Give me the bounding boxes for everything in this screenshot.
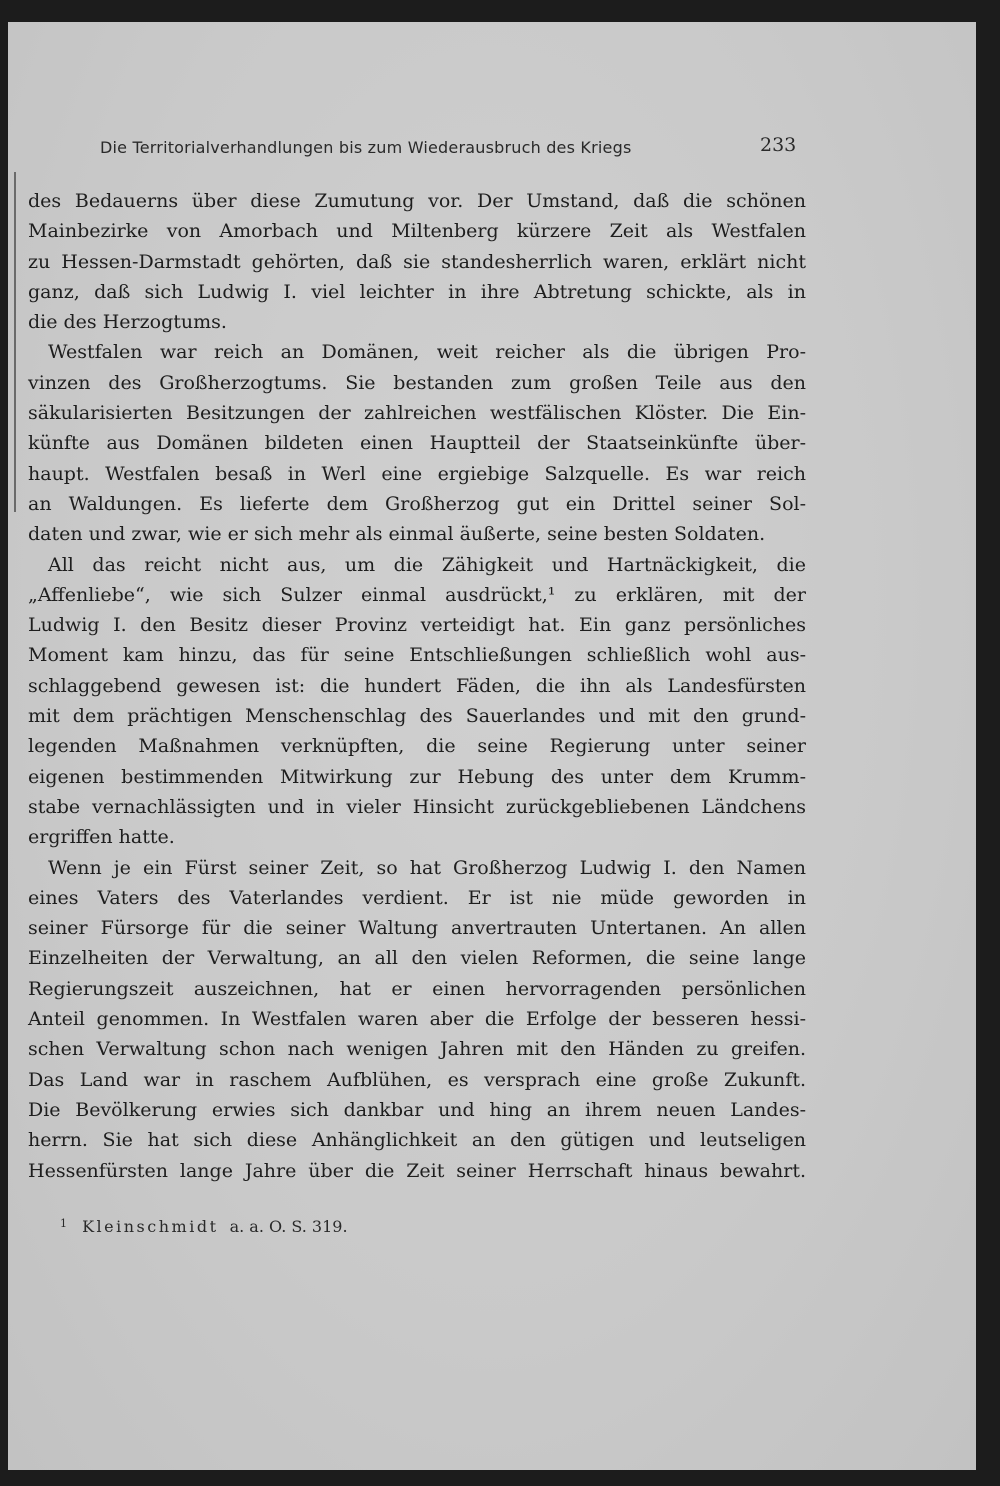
footnote-reference: a. a. O. S. 319. <box>229 1217 348 1236</box>
text-line: Ludwig I. den Besitz dieser Provinz verteidigt hat. Ein ganz persönliches <box>28 614 806 637</box>
footnote-marker: 1 <box>60 1217 67 1230</box>
text-line: des Bedauerns über diese Zumutung vor. Der Umstand, daß die schönen <box>28 190 806 212</box>
text-line: zu Hessen-Darmstadt gehörten, daß sie standesherrlich waren, erklärt nicht <box>28 250 806 273</box>
text-line: vinzen des Großherzogtums. Sie bestanden zum großen Teile aus den <box>28 371 806 394</box>
text-line: die des Herzogtums. <box>28 311 227 334</box>
text-line: Einzelheiten der Verwaltung, an all den vielen Reformen, die seine lange <box>28 947 806 970</box>
page-edge-shadow <box>14 172 16 512</box>
page-number: 233 <box>760 134 797 156</box>
text-line: daten und zwar, wie er sich mehr als einmal äußerte, seine besten Soldaten. <box>28 523 766 546</box>
text-line: Anteil genommen. In Westfalen waren aber die Erfolge der besseren hessi- <box>28 1008 806 1031</box>
text-line: „Affenliebe“, wie sich Sulzer einmal ausdrückt,¹ zu erklären, mit der <box>28 583 806 606</box>
text-line: künfte aus Domänen bildeten einen Hauptteil der Staatseinkünfte über- <box>28 432 806 455</box>
book-page <box>8 22 976 1470</box>
text-line: stabe vernachlässigten und in vieler Hinsicht zurückgebliebenen Ländchens <box>28 795 806 818</box>
text-line: seiner Fürsorge für die seiner Waltung anvertrauten Untertanen. An allen <box>28 917 806 940</box>
text-line: Mainbezirke von Amorbach und Miltenberg kürzere Zeit als Westfalen <box>28 220 806 243</box>
text-line: an Waldungen. Es lieferte dem Großherzog gut ein Drittel seiner Sol- <box>28 492 806 515</box>
text-line: Die Bevölkerung erwies sich dankbar und hing an ihrem neuen Landes- <box>28 1098 806 1121</box>
text-line: All das reicht nicht aus, um die Zähigkeit und Hartnäckigkeit, die <box>48 553 806 576</box>
text-line: Das Land war in raschem Aufblühen, es versprach eine große Zukunft. <box>28 1068 806 1091</box>
text-line: schen Verwaltung schon nach wenigen Jahren mit den Händen zu greifen. <box>28 1038 806 1061</box>
text-line: ganz, daß sich Ludwig I. viel leichter in ihre Abtretung schickte, als in <box>28 280 806 303</box>
footnote-author: Kleinschmidt <box>82 1217 219 1236</box>
text-line: Wenn je ein Fürst seiner Zeit, so hat Großherzog Ludwig I. den Namen <box>48 856 806 879</box>
text-line: Hessenfürsten lange Jahre über die Zeit seiner Herrschaft hinaus bewahrt. <box>28 1159 806 1182</box>
text-line: eines Vaters des Vaterlandes verdient. Er ist nie müde geworden in <box>28 886 806 909</box>
text-line: herrn. Sie hat sich diese Anhänglichkeit an den gütigen und leutseligen <box>28 1129 806 1152</box>
text-line: eigenen bestimmenden Mitwirkung zur Hebung des unter dem Krumm- <box>28 765 806 788</box>
text-line: mit dem prächtigen Menschenschlag des Sauerlandes und mit den grund- <box>28 705 806 728</box>
text-line: säkularisierten Besitzungen der zahlreichen westfälischen Klöster. Die Ein- <box>28 402 806 425</box>
text-line: ergriffen hatte. <box>28 826 175 849</box>
text-line: schlaggebend gewesen ist: die hundert Fäden, die ihn als Landesfürsten <box>28 674 806 697</box>
text-line: Regierungszeit auszeichnen, hat er einen hervorragenden persönlichen <box>28 977 806 1000</box>
text-line: Moment kam hinzu, das für seine Entschließungen schließlich wohl aus- <box>28 644 806 667</box>
body-text <box>28 186 806 1186</box>
text-line: Westfalen war reich an Domänen, weit reicher als die übrigen Pro- <box>48 341 806 364</box>
running-title: Die Territorialverhandlungen bis zum Wiederausbruch des Kriegs <box>100 138 632 157</box>
footnote <box>60 1217 348 1236</box>
text-line: haupt. Westfalen besaß in Werl eine ergiebige Salzquelle. Es war reich <box>28 462 806 485</box>
text-line: legenden Maßnahmen verknüpften, die seine Regierung unter seiner <box>28 735 806 758</box>
